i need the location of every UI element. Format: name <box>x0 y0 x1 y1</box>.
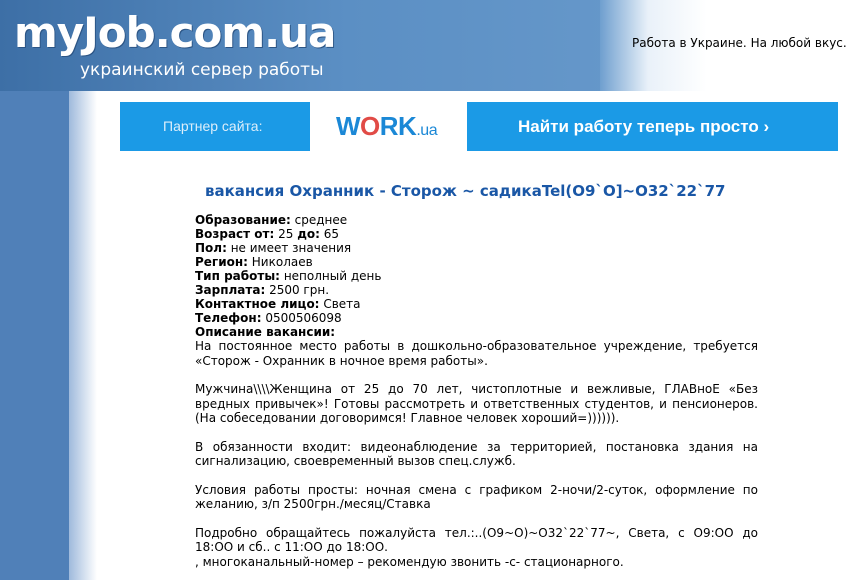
partner-logo: WORK.ua <box>336 111 438 141</box>
vacancy-fields <box>195 213 760 339</box>
site-logo[interactable]: myJob.com.ua <box>14 8 336 57</box>
description-paragraph: В обязанности входит: видеонаблюдение за территорией, постановка здания на сигнализацию, своевременный вызов спец.служб. <box>195 439 758 468</box>
description-paragraph: Мужчина\\\\Женщина от 25 до 70 лет, чистоплотные и вежливые, ГЛАВноЕ «Без вредных привычек»! Готовы рассмотреть и ответственных студентов, и пенсионеров. (На собеседовании договоримся! Главное человек хороший=)))))). <box>195 382 758 425</box>
partner-logo-box[interactable] <box>310 102 467 151</box>
left-sidebar-fade <box>69 91 97 580</box>
description-paragraph: Подробно обращайтесь пожалуйста тел.:..(О9~О)~О32`22`77~, Света, с О9:ОО до 18:ОО и сб.. с 11:ОО до 18:ОО. , многоканальный-номер – рекомендую звонить -с- стационарного. <box>195 525 758 569</box>
field-gender: Пол: не имеет значения <box>195 241 352 255</box>
site-logo-subtitle: украинский сервер работы <box>80 60 324 80</box>
site-tagline: Работа в Украине. На любой вкус. <box>632 36 847 50</box>
description-paragraph: На постоянное место работы в дошкольно-образовательное учреждение, требуется «Сторож - Охранник в ночное время работы». <box>195 339 758 368</box>
vacancy-title: вакансия Охранник - Сторож ~ садикаTel(О9`О]~О32`22`77 <box>205 182 726 200</box>
field-region: Регион: Николаев <box>195 255 313 269</box>
description-paragraph: Условия работы просты: ночная смена с графиком 2-ночи/2-суток, оформление по желанию, з/п 2500грн./месяц/Ставка <box>195 482 758 511</box>
partner-banner[interactable] <box>120 102 838 151</box>
find-job-link[interactable]: Найти работу теперь просто › <box>518 117 770 136</box>
field-contact: Контактное лицо: Света <box>195 297 361 311</box>
field-salary: Зарплата: 2500 грн. <box>195 283 330 297</box>
vacancy-description <box>195 339 758 583</box>
partner-label: Партнер сайта: <box>163 118 263 134</box>
field-work-type: Тип работы: неполный день <box>195 269 382 283</box>
field-description-label: Описание вакансии: <box>195 325 336 339</box>
site-header <box>0 0 867 91</box>
field-age: Возраст от: 25 до: 65 <box>195 227 340 241</box>
left-sidebar-strip <box>0 91 69 580</box>
field-education: Образование: среднее <box>195 213 348 227</box>
field-phone: Телефон: 0500506098 <box>195 311 342 325</box>
